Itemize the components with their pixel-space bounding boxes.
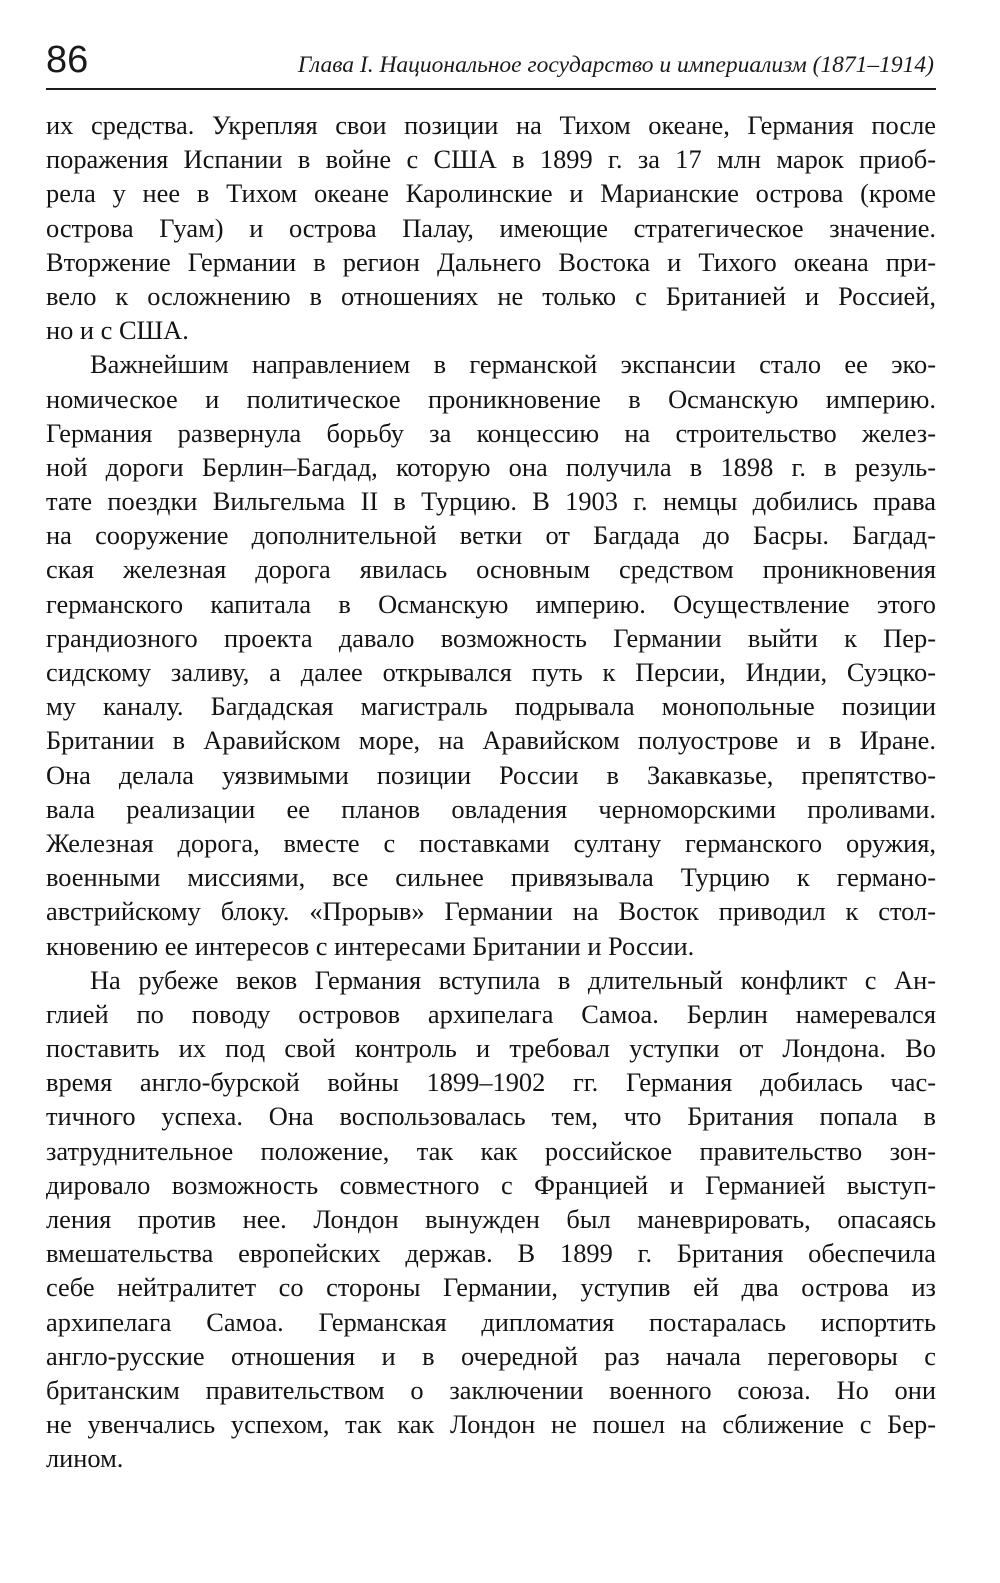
text-line: Железная дорога, вместе с поставками султану германского оружия,	[46, 827, 936, 858]
paragraph-2	[46, 347, 936, 962]
text-line: но и с США.	[46, 315, 189, 346]
text-line: рела у нее в Тихом океане Каролинские и Марианские острова (кроме	[46, 178, 936, 209]
text-line: их средства. Укрепляя свои позиции на Тихом океане, Германия после	[46, 110, 936, 140]
text-line: германского капитала в Османскую империю. Осуществление этого	[46, 588, 936, 619]
text-line: на сооружение дополнительной ветки от Багдада до Басры. Багдад-	[46, 520, 936, 551]
text-line: глией по поводу островов архипелага Самоа. Берлин намеревался	[46, 998, 936, 1029]
page-number: 86	[46, 39, 89, 81]
text-line: поражения Испании в войне с США в 1899 г. за 17 млн марок приоб-	[46, 144, 936, 175]
text-line: вмешательства европейских держав. В 1899 г. Британия обеспечила	[46, 1238, 936, 1269]
text-line: вала реализации ее планов овладения черноморскими проливами.	[46, 793, 936, 824]
text-line: архипелага Самоа. Германская дипломатия постаралась испортить	[46, 1306, 936, 1337]
text-line: номическое и политическое проникновение в Османскую империю.	[46, 383, 936, 414]
text-line: ной дороги Берлин–Багдад, которую она получила в 1898 г. в резуль-	[46, 451, 936, 482]
paragraph-1	[46, 108, 936, 347]
text-line: грандиозного проекта давало возможность Германии выйти к Пер-	[46, 622, 936, 653]
text-line: себе нейтралитет со стороны Германии, уступив ей два острова из	[46, 1272, 936, 1303]
text-line: острова Гуам) и острова Палау, имеющие стратегическое значение.	[46, 212, 936, 243]
text-line: австрийскому блоку. «Прорыв» Германии на Восток приводил к стол-	[46, 896, 936, 927]
text-line: ления против нее. Лондон вынужден был маневрировать, опасаясь	[46, 1204, 936, 1234]
running-head	[46, 39, 936, 90]
text-line: лином.	[46, 1443, 124, 1474]
text-line: Германия развернула борьбу за концессию на строительство желез-	[46, 417, 936, 448]
text-line: время англо-бурской войны 1899–1902 гг. Германия добилась час-	[46, 1067, 936, 1098]
text-line: кновению ее интересов с интересами Британии и России.	[46, 930, 695, 961]
text-line: Британии в Аравийском море, на Аравийском полуострове и в Иране.	[46, 725, 936, 756]
text-line: военными миссиями, все сильнее привязывала Турцию к германо-	[46, 862, 936, 893]
text-line: Важнейшим направлением в германской экспансии стало ее эко-	[90, 349, 936, 380]
text-line: На рубеже веков Германия вступила в длительный конфликт с Ан-	[90, 964, 936, 995]
body-text	[46, 108, 936, 1476]
text-line: му каналу. Багдадская магистраль подрывала монопольные позиции	[46, 691, 936, 722]
text-line: не увенчались успехом, так как Лондон не пошел на сближение с Бер-	[46, 1409, 936, 1440]
text-line: ская железная дорога явилась основным средством проникновения	[46, 554, 936, 585]
text-line: сидскому заливу, а далее открывался путь к Персии, Индии, Суэцко-	[46, 657, 936, 687]
text-line: вело к осложнению в отношениях не только с Британией и Россией,	[46, 280, 936, 311]
text-line: тате поездки Вильгельма II в Турцию. В 1903 г. немцы добились права	[46, 486, 936, 517]
text-line: британским правительством о заключении военного союза. Но они	[46, 1374, 936, 1405]
text-line: тичного успеха. Она воспользовалась тем, что Британия попала в	[46, 1101, 936, 1132]
text-line: поставить их под свой контроль и требовал уступки от Лондона. Во	[46, 1033, 936, 1064]
book-page	[46, 39, 936, 1476]
text-line: Вторжение Германии в регион Дальнего Востока и Тихого океана при-	[46, 246, 936, 277]
text-line: затруднительное положение, так как российское правительство зон-	[46, 1135, 936, 1166]
text-line: Она делала уязвимыми позиции России в Закавказье, препятство-	[46, 759, 936, 790]
chapter-title: Глава I. Национальное государство и империализм (1871–1914)	[297, 52, 934, 78]
paragraph-3	[46, 963, 936, 1476]
text-line: дировало возможность совместного с Францией и Германией выступ-	[46, 1169, 936, 1200]
text-line: англо-русские отношения и в очередной раз начала переговоры с	[46, 1340, 936, 1371]
